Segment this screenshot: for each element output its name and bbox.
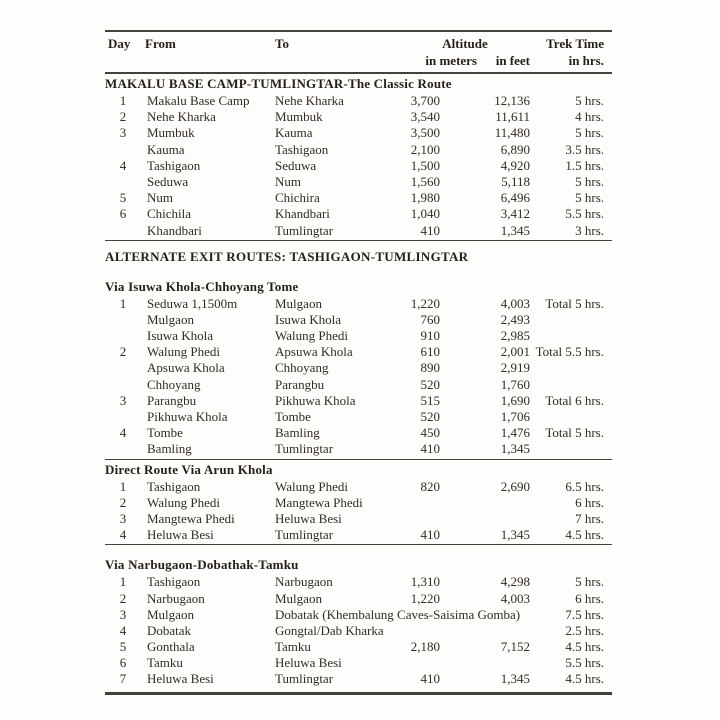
cell-altitude-feet: 1,345 bbox=[500, 527, 530, 543]
cell-trek-time bbox=[530, 441, 604, 457]
cell-altitude-meters: 3,500 bbox=[410, 125, 440, 141]
cell-trek-time: 4 hrs. bbox=[575, 109, 604, 125]
cell-altitude-feet: 4,920 bbox=[500, 157, 530, 173]
cell-from: Tashigaon bbox=[147, 157, 201, 173]
cell-altitude-meters: 410 bbox=[420, 222, 440, 238]
cell-to: Mulgaon bbox=[275, 590, 322, 606]
cell-to: Heluwa Besi bbox=[275, 510, 342, 526]
cell-day bbox=[105, 142, 141, 158]
cell-trek-time: 6.5 hrs. bbox=[565, 478, 604, 494]
cell-to: Isuwa Khola bbox=[275, 311, 342, 327]
cell-altitude-feet: 2,493 bbox=[500, 311, 530, 327]
cell-altitude-meters: 2,180 bbox=[410, 639, 440, 655]
cell-from: Tamku bbox=[147, 655, 183, 671]
cell-to: Walung Phedi bbox=[275, 478, 348, 494]
itinerary-row bbox=[105, 360, 612, 376]
table-top-rule bbox=[105, 30, 612, 32]
cell-altitude-feet: 1,706 bbox=[500, 409, 530, 424]
cell-from: Walung Phedi bbox=[147, 344, 220, 360]
cell-trek-time: 4.5 hrs. bbox=[565, 527, 604, 543]
cell-trek-time: 5 hrs. bbox=[575, 173, 604, 189]
itinerary-row bbox=[105, 425, 612, 441]
cell-day: 2 bbox=[119, 590, 127, 606]
cell-to: Khandbari bbox=[275, 206, 330, 222]
column-header-altitude: Altitude bbox=[442, 36, 488, 51]
alternate-routes-heading: ALTERNATE EXIT ROUTES: TASHIGAON-TUMLINGTAR bbox=[105, 248, 469, 264]
cell-altitude-feet bbox=[440, 607, 530, 623]
column-header-in-hrs: in hrs. bbox=[568, 53, 604, 68]
cell-day bbox=[105, 360, 141, 376]
cell-from: Mangtewa Phedi bbox=[147, 510, 235, 526]
cell-altitude-feet: 1,690 bbox=[500, 392, 530, 408]
itinerary-row bbox=[105, 190, 612, 206]
cell-from: Mumbuk bbox=[147, 125, 195, 141]
cell-from: Apsuwa Khola bbox=[147, 360, 225, 376]
cell-trek-time: 6 hrs. bbox=[575, 494, 604, 510]
cell-altitude-feet: 2,919 bbox=[500, 360, 530, 376]
itinerary-row bbox=[105, 174, 612, 190]
cell-day bbox=[105, 441, 141, 457]
cell-altitude-meters bbox=[400, 623, 440, 639]
cell-altitude-meters: 1,310 bbox=[410, 574, 440, 590]
cell-to: Tumlingtar bbox=[275, 441, 334, 457]
cell-to: Seduwa bbox=[275, 157, 317, 173]
itinerary-row bbox=[105, 607, 612, 623]
itinerary-row bbox=[105, 495, 612, 511]
cell-day: 5 bbox=[119, 190, 127, 206]
itinerary-row bbox=[105, 206, 612, 222]
cell-trek-time: 5 hrs. bbox=[575, 574, 604, 590]
table-header-row-1 bbox=[105, 33, 612, 54]
cell-altitude-feet bbox=[440, 511, 530, 527]
cell-from: Chichila bbox=[147, 206, 192, 222]
cell-from: Tombe bbox=[147, 425, 183, 441]
cell-to: Bamling bbox=[275, 425, 320, 441]
cell-to: Nehe Kharka bbox=[275, 93, 344, 108]
cell-altitude-feet: 1,345 bbox=[500, 671, 530, 687]
itinerary-row bbox=[105, 125, 612, 141]
cell-altitude-meters: 410 bbox=[420, 527, 440, 543]
itinerary-row bbox=[105, 527, 612, 543]
cell-from: Tashigaon bbox=[147, 574, 201, 590]
cell-day bbox=[105, 377, 141, 393]
cell-trek-time: 3 hrs. bbox=[575, 222, 604, 238]
cell-from: Makalu Base Camp bbox=[147, 93, 250, 108]
cell-day: 6 bbox=[119, 655, 127, 671]
cell-to: Tamku bbox=[275, 639, 311, 655]
cell-day bbox=[105, 312, 141, 328]
cell-trek-time: 6 hrs. bbox=[575, 590, 604, 606]
cell-day: 1 bbox=[119, 93, 127, 108]
cell-day bbox=[105, 174, 141, 190]
cell-from: Heluwa Besi bbox=[147, 671, 214, 687]
cell-from: Parangbu bbox=[147, 392, 197, 408]
cell-altitude-feet: 3,412 bbox=[500, 206, 530, 222]
section-divider-rule bbox=[105, 459, 612, 460]
cell-altitude-meters: 1,980 bbox=[410, 190, 440, 206]
cell-from: Tashigaon bbox=[147, 478, 201, 494]
cell-day: 1 bbox=[119, 478, 127, 494]
cell-day: 5 bbox=[119, 639, 127, 655]
cell-from: Nehe Kharka bbox=[147, 109, 216, 125]
cell-day: 4 bbox=[119, 622, 127, 638]
cell-to: Chhoyang bbox=[275, 360, 329, 376]
section-title: Direct Route Via Arun Khola bbox=[105, 461, 273, 477]
cell-day: 4 bbox=[119, 527, 127, 543]
section-title: Via Isuwa Khola-Chhoyang Tome bbox=[105, 278, 299, 294]
cell-altitude-feet: 2,985 bbox=[500, 328, 530, 344]
cell-trek-time: 5.5 hrs. bbox=[565, 655, 604, 671]
cell-altitude-meters: 410 bbox=[420, 441, 440, 457]
cell-trek-time: 5.5 hrs. bbox=[565, 206, 604, 222]
cell-day: 3 bbox=[119, 510, 127, 526]
cell-altitude-feet: 4,003 bbox=[500, 590, 530, 606]
itinerary-row bbox=[105, 93, 612, 109]
cell-trek-time: 1.5 hrs. bbox=[565, 157, 604, 173]
cell-to: Tumlingtar bbox=[275, 527, 334, 543]
table-header-row-2 bbox=[105, 54, 612, 70]
cell-to: Tumlingtar bbox=[275, 671, 334, 687]
cell-altitude-meters: 520 bbox=[420, 409, 440, 424]
cell-trek-time bbox=[530, 360, 604, 376]
cell-from: Kauma bbox=[147, 141, 185, 157]
cell-day: 4 bbox=[119, 425, 127, 441]
cell-day bbox=[105, 223, 141, 239]
cell-trek-time: Total 5 hrs. bbox=[545, 295, 604, 311]
cell-altitude-feet: 4,003 bbox=[500, 295, 530, 311]
cell-day: 2 bbox=[119, 109, 127, 125]
cell-altitude-meters: 3,540 bbox=[410, 109, 440, 125]
column-header-day: Day bbox=[108, 36, 131, 51]
itinerary-row bbox=[105, 109, 612, 125]
cell-from: Seduwa 1,1500m bbox=[147, 295, 238, 311]
cell-to: Kauma bbox=[275, 125, 313, 141]
itinerary-row bbox=[105, 409, 612, 425]
cell-altitude-meters: 1,040 bbox=[410, 206, 440, 222]
cell-altitude-meters: 820 bbox=[420, 478, 440, 494]
itinerary-row bbox=[105, 671, 612, 687]
cell-day: 1 bbox=[119, 295, 127, 311]
cell-altitude-feet: 7,152 bbox=[500, 639, 530, 655]
cell-to: Heluwa Besi bbox=[275, 655, 342, 671]
cell-altitude-meters: 910 bbox=[420, 328, 440, 344]
section-title: MAKALU BASE CAMP-TUMLINGTAR-The Classic Route bbox=[105, 76, 452, 91]
cell-trek-time: 5 hrs. bbox=[575, 125, 604, 141]
itinerary-row bbox=[105, 328, 612, 344]
cell-altitude-feet: 12,136 bbox=[494, 93, 530, 108]
itinerary-row bbox=[105, 623, 612, 639]
cell-altitude-meters: 890 bbox=[420, 360, 440, 376]
cell-altitude-meters: 1,560 bbox=[410, 173, 440, 189]
cell-to: Mulgaon bbox=[275, 295, 322, 311]
cell-altitude-meters: 3,700 bbox=[410, 93, 440, 108]
cell-altitude-feet: 1,476 bbox=[500, 425, 530, 441]
column-header-in-feet: in feet bbox=[495, 53, 530, 68]
cell-altitude-meters: 515 bbox=[420, 392, 440, 408]
cell-day: 1 bbox=[119, 574, 127, 590]
itinerary-row bbox=[105, 441, 612, 457]
cell-from: Num bbox=[147, 190, 173, 206]
column-header-from: From bbox=[145, 36, 176, 51]
cell-from: Dobatak bbox=[147, 622, 192, 638]
cell-to: Tombe bbox=[275, 409, 311, 424]
cell-trek-time: 4.5 hrs. bbox=[565, 639, 604, 655]
cell-day: 3 bbox=[119, 125, 127, 141]
itinerary-row bbox=[105, 655, 612, 671]
cell-altitude-meters: 410 bbox=[420, 671, 440, 687]
itinerary-row bbox=[105, 393, 612, 409]
cell-altitude-feet: 6,890 bbox=[500, 141, 530, 157]
cell-from: Walung Phedi bbox=[147, 494, 220, 510]
itinerary-row bbox=[105, 479, 612, 495]
header-bottom-rule bbox=[105, 72, 612, 74]
cell-day: 2 bbox=[119, 344, 127, 360]
itinerary-row bbox=[105, 344, 612, 360]
column-header-trek-time: Trek Time bbox=[546, 36, 604, 51]
cell-from: Narbugaon bbox=[147, 590, 205, 606]
cell-altitude-feet: 1,345 bbox=[500, 222, 530, 238]
cell-day: 3 bbox=[119, 392, 127, 408]
cell-trek-time: 4.5 hrs. bbox=[565, 671, 604, 687]
cell-altitude-meters: 1,220 bbox=[410, 590, 440, 606]
cell-altitude-meters: 760 bbox=[420, 311, 440, 327]
cell-to: Tumlingtar bbox=[275, 222, 334, 238]
cell-to: Apsuwa Khola bbox=[275, 344, 353, 360]
cell-trek-time bbox=[530, 328, 604, 344]
cell-altitude-meters bbox=[400, 655, 440, 671]
cell-altitude-meters: 450 bbox=[420, 425, 440, 441]
cell-altitude-meters bbox=[400, 511, 440, 527]
itinerary-row bbox=[105, 158, 612, 174]
cell-altitude-feet: 1,345 bbox=[500, 441, 530, 457]
cell-altitude-meters bbox=[400, 607, 440, 623]
cell-altitude-feet: 2,690 bbox=[500, 478, 530, 494]
cell-trek-time: Total 5.5 hrs. bbox=[535, 344, 604, 360]
cell-altitude-meters bbox=[400, 495, 440, 511]
cell-from: Isuwa Khola bbox=[147, 328, 214, 344]
cell-to: Mangtewa Phedi bbox=[275, 494, 363, 510]
cell-from: Mulgaon bbox=[147, 311, 194, 327]
cell-from: Heluwa Besi bbox=[147, 527, 214, 543]
cell-to: Chichira bbox=[275, 190, 320, 206]
cell-altitude-meters: 1,220 bbox=[410, 295, 440, 311]
cell-altitude-meters: 1,500 bbox=[410, 157, 440, 173]
cell-altitude-meters: 520 bbox=[420, 376, 440, 392]
cell-trek-time: 7.5 hrs. bbox=[565, 606, 604, 622]
cell-day: 3 bbox=[119, 606, 127, 622]
cell-to: Mumbuk bbox=[275, 109, 323, 125]
cell-to: Gongtal/Dab Kharka bbox=[275, 622, 384, 638]
cell-altitude-feet: 11,480 bbox=[494, 125, 530, 141]
cell-altitude-feet: 11,611 bbox=[495, 109, 530, 125]
itinerary-row bbox=[105, 223, 612, 239]
cell-altitude-feet bbox=[440, 495, 530, 511]
cell-day: 2 bbox=[119, 494, 127, 510]
cell-to: Num bbox=[275, 173, 301, 189]
cell-trek-time: 2.5 hrs. bbox=[565, 622, 604, 638]
cell-trek-time: 3.5 hrs. bbox=[565, 141, 604, 157]
cell-altitude-feet: 4,298 bbox=[500, 574, 530, 590]
section-divider-rule bbox=[105, 240, 612, 241]
cell-from: Mulgaon bbox=[147, 606, 194, 622]
cell-from: Bamling bbox=[147, 441, 192, 457]
cell-to: Tashigaon bbox=[275, 141, 329, 157]
itinerary-table bbox=[105, 0, 612, 695]
column-header-to: To bbox=[275, 36, 289, 51]
cell-from: Seduwa bbox=[147, 173, 189, 189]
cell-trek-time bbox=[530, 409, 604, 425]
cell-altitude-meters: 2,100 bbox=[410, 141, 440, 157]
cell-trek-time: 5 hrs. bbox=[575, 190, 604, 206]
cell-trek-time bbox=[530, 377, 604, 393]
table-bottom-rule bbox=[105, 692, 612, 695]
cell-trek-time: 7 hrs. bbox=[575, 510, 604, 526]
itinerary-row bbox=[105, 377, 612, 393]
cell-day: 6 bbox=[119, 206, 127, 222]
itinerary-row bbox=[105, 511, 612, 527]
cell-from: Gonthala bbox=[147, 639, 195, 655]
cell-trek-time: 5 hrs. bbox=[575, 93, 604, 108]
cell-to: Walung Phedi bbox=[275, 328, 348, 344]
cell-altitude-feet: 1,760 bbox=[500, 376, 530, 392]
cell-to: Dobatak (Khembalung Caves-Saisima Gomba) bbox=[275, 606, 521, 622]
cell-day bbox=[105, 328, 141, 344]
cell-trek-time: Total 6 hrs. bbox=[545, 392, 604, 408]
section-title: Via Narbugaon-Dobathak-Tamku bbox=[105, 557, 299, 573]
cell-altitude-feet bbox=[440, 655, 530, 671]
column-header-in-meters: in meters bbox=[425, 53, 477, 68]
itinerary-row bbox=[105, 574, 612, 590]
cell-to: Narbugaon bbox=[275, 574, 333, 590]
itinerary-row bbox=[105, 639, 612, 655]
itinerary-row bbox=[105, 591, 612, 607]
cell-altitude-meters: 610 bbox=[420, 344, 440, 360]
itinerary-row bbox=[105, 142, 612, 158]
cell-altitude-feet: 6,496 bbox=[500, 190, 530, 206]
itinerary-row bbox=[105, 312, 612, 328]
cell-trek-time bbox=[530, 312, 604, 328]
sections-container bbox=[105, 75, 612, 695]
cell-to: Parangbu bbox=[275, 376, 325, 392]
cell-from: Khandbari bbox=[147, 222, 202, 238]
cell-to: Pikhuwa Khola bbox=[275, 392, 356, 408]
section-divider-rule bbox=[105, 544, 612, 545]
cell-altitude-feet: 2,001 bbox=[500, 344, 530, 360]
cell-from: Chhoyang bbox=[147, 376, 201, 392]
cell-day: 4 bbox=[119, 157, 127, 173]
itinerary-row bbox=[105, 296, 612, 312]
cell-altitude-feet bbox=[440, 623, 530, 639]
cell-from: Pikhuwa Khola bbox=[147, 409, 228, 424]
cell-day bbox=[105, 409, 141, 425]
cell-altitude-feet: 5,118 bbox=[501, 173, 530, 189]
cell-trek-time: Total 5 hrs. bbox=[545, 425, 604, 441]
cell-day: 7 bbox=[119, 671, 127, 687]
